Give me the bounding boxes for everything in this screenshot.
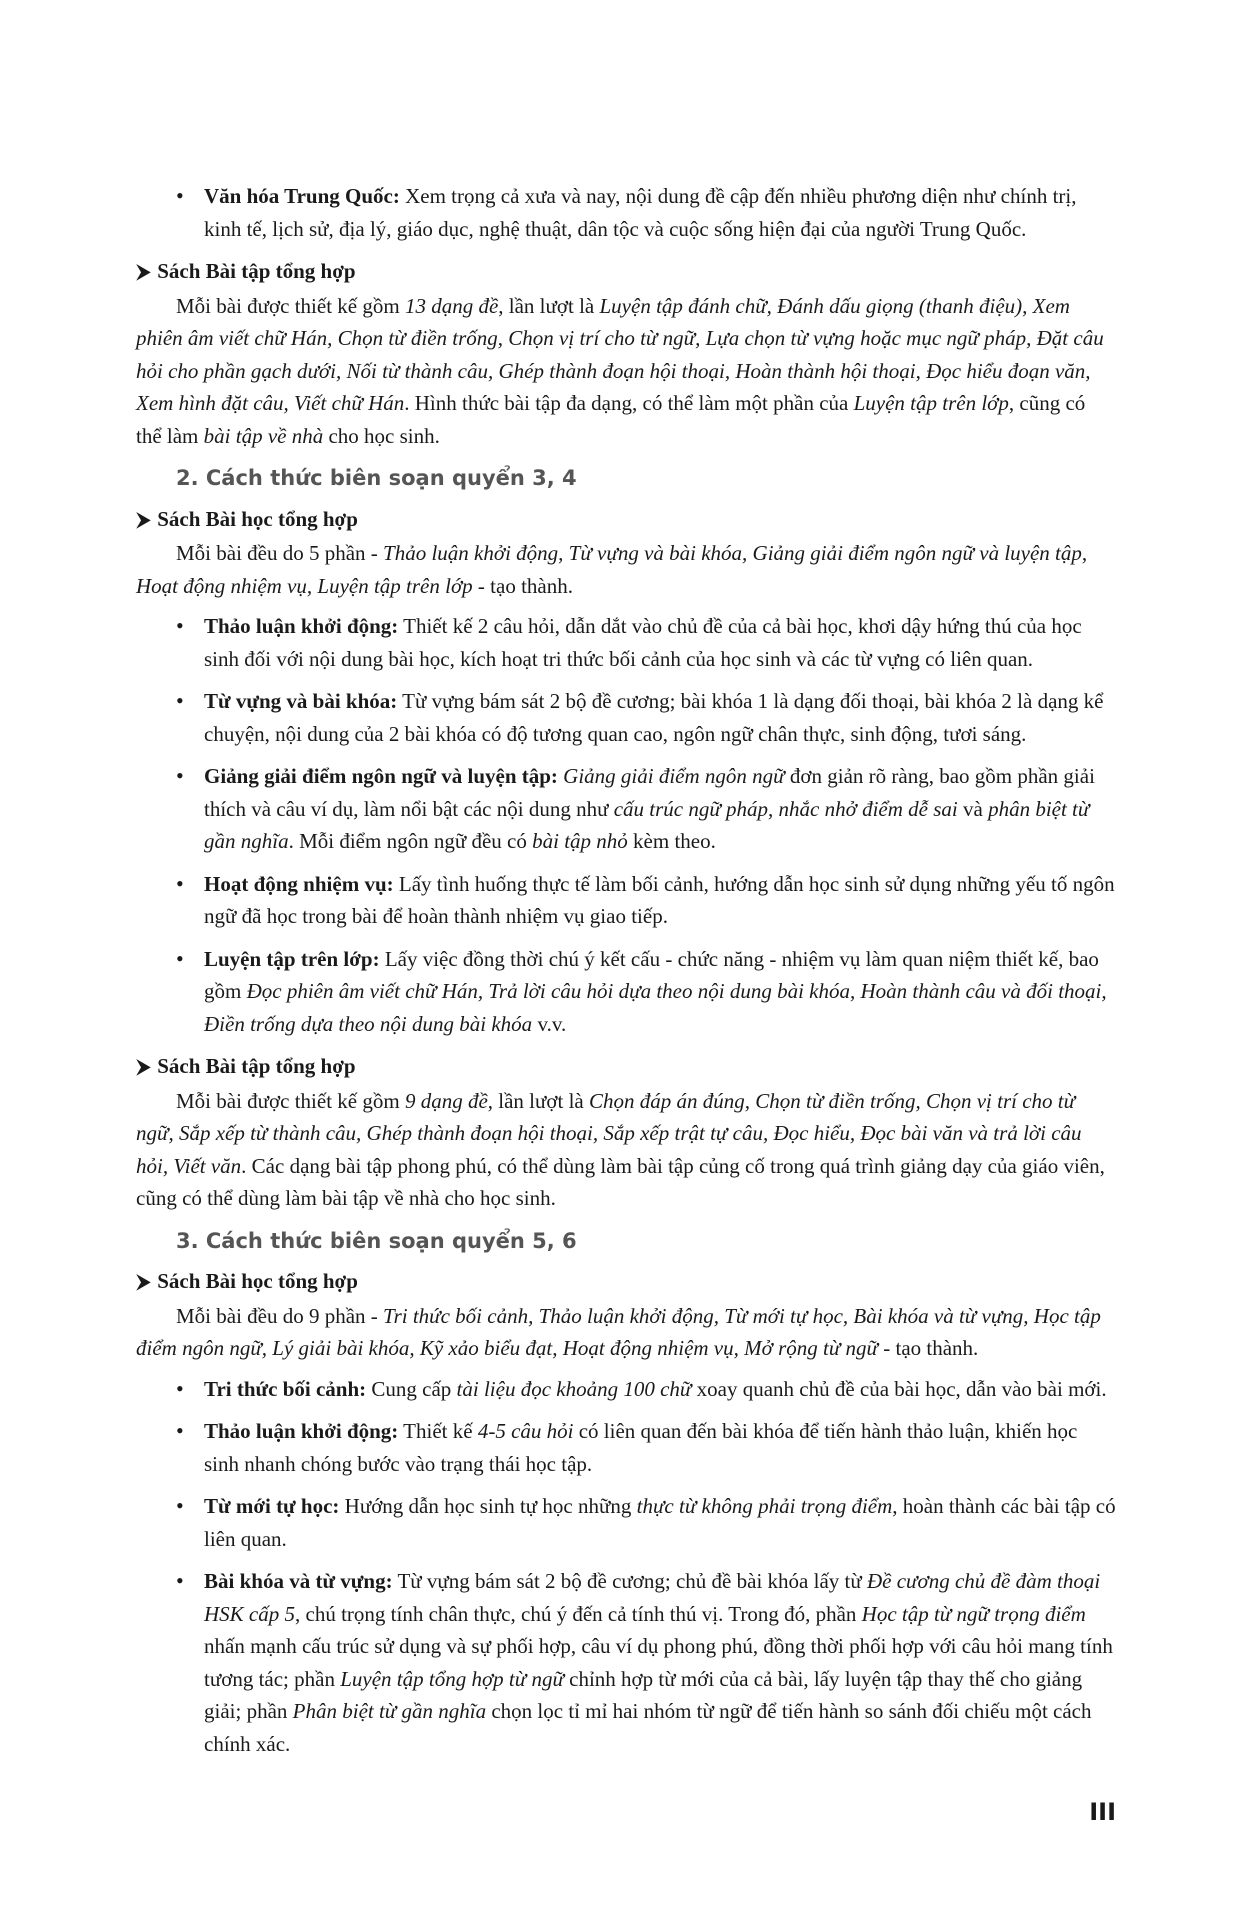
subheading-exercise-book-1: ⮞ Sách Bài tập tổng hợp	[136, 259, 356, 283]
bullet-class-practice: • Luyện tập trên lớp: Lấy việc đồng thời chú ý kết cấu - chức năng - nhiệm vụ làm quan niệm thiết kế, bao gồm Đọc phiên âm viết chữ Hán, Trả lời câu hỏi dựa theo nội dung bài khóa, Hoàn thành câu và đối thoại, Điền trống dựa theo nội dung bài khóa v.v.	[136, 943, 1116, 1041]
bullet-lead: Văn hóa Trung Quốc:	[204, 184, 400, 208]
paragraph-lesson-book-2: Mỗi bài đều do 5 phần - Thảo luận khởi động, Từ vựng và bài khóa, Giảng giải điểm ngôn ngữ và luyện tập, Hoạt động nhiệm vụ, Luyện tập trên lớp - tạo thành.	[136, 541, 1088, 598]
bullet-culture	[136, 180, 1116, 245]
subheading-exercise-book-2: ⮞ Sách Bài tập tổng hợp	[136, 1054, 356, 1078]
bullet-background: • Tri thức bối cảnh: Cung cấp tài liệu đọc khoảng 100 chữ xoay quanh chủ đề của bài học, dẫn vào bài mới.	[136, 1373, 1116, 1406]
paragraph-exercise-book-1: Mỗi bài được thiết kế gồm 13 dạng đề, lần lượt là Luyện tập đánh chữ, Đánh dấu giọng (thanh điệu), Xem phiên âm viết chữ Hán, Chọn từ điền trống, Chọn vị trí cho từ ngữ, Lựa chọn từ vựng hoặc mục ngữ pháp, Đặt câu hỏi cho phần gạch dưới, Nối từ thành câu, Ghép thành đoạn hội thoại, Hoàn thành hội thoại, Đọc hiểu đoạn văn, Xem hình đặt câu, Viết chữ Hán. Hình thức bài tập đa dạng, có thể làm một phần của Luyện tập trên lớp, cũng có thể làm bài tập về nhà cho học sinh.	[136, 293, 1104, 448]
paragraph-lesson-book-3: Mỗi bài đều do 9 phần - Tri thức bối cảnh, Thảo luận khởi động, Từ mới tự học, Bài khóa và từ vựng, Học tập điểm ngôn ngữ, Lý giải bài khóa, Kỹ xảo biểu đạt, Hoạt động nhiệm vụ, Mở rộng từ ngữ - tạo thành.	[136, 1303, 1101, 1360]
bullet-self-study: • Từ mới tự học: Hướng dẫn học sinh tự học những thực từ không phải trọng điểm, hoàn thành các bài tập có liên quan.	[136, 1490, 1116, 1555]
arrow-icon: ⮞	[136, 1054, 152, 1078]
arrow-icon: ⮞	[136, 506, 152, 531]
arrow-icon: ⮞	[136, 259, 152, 283]
bullet-vocab-text: • Từ vựng và bài khóa: Từ vựng bám sát 2 bộ đề cương; bài khóa 1 là dạng đối thoại, bài khóa 2 là dạng kể chuyện, nội dung của 2 bài khóa có độ tương quan cao, ngôn ngữ chân thực, sinh động, tươi sáng.	[136, 685, 1116, 750]
page-content	[136, 180, 1116, 1770]
bullet-language-points: • Giảng giải điểm ngôn ngữ và luyện tập: Giảng giải điểm ngôn ngữ đơn giản rõ ràng, bao gồm phần giải thích và câu ví dụ, làm nổi bật các nội dung như cấu trúc ngữ pháp, nhắc nhở điểm dễ sai và phân biệt từ gần nghĩa. Mỗi điểm ngôn ngữ đều có bài tập nhỏ kèm theo.	[136, 760, 1116, 858]
arrow-icon: ⮞	[136, 1269, 152, 1293]
subheading-lesson-book-3: ⮞ Sách Bài học tổng hợp	[136, 1269, 358, 1293]
page-number: III	[1089, 1798, 1116, 1826]
bullet-text: Xem trọng cả xưa và nay, nội dung đề cập đến nhiều phương diện như chính trị, kinh tế, lịch sử, địa lý, giáo dục, nghệ thuật, dân tộc và cuộc sống hiện đại của người Trung Quốc.	[204, 184, 1077, 241]
subheading-lesson-book-2: ⮞ Sách Bài học tổng hợp	[136, 506, 358, 531]
bullet-warmup-3: • Thảo luận khởi động: Thiết kế 4-5 câu hỏi có liên quan đến bài khóa để tiến hành thảo luận, khiến học sinh nhanh chóng bước vào trạng thái học tập.	[136, 1415, 1116, 1480]
bullet-text-vocab-3: • Bài khóa và từ vựng: Từ vựng bám sát 2 bộ đề cương; chủ đề bài khóa lấy từ Đề cương chủ đề đàm thoại HSK cấp 5, chú trọng tính chân thực, chú ý đến cả tính thú vị. Trong đó, phần Học tập từ ngữ trọng điểm nhấn mạnh cấu trúc sử dụng và sự phối hợp, câu ví dụ phong phú, đồng thời phối hợp với câu hỏi mang tính tương tác; phần Luyện tập tổng hợp từ ngữ chỉnh hợp từ mới của cả bài, lấy luyện tập thay thế cho giảng giải; phần Phân biệt từ gần nghĩa chọn lọc tỉ mỉ hai nhóm từ ngữ để tiến hành so sánh đối chiếu một cách chính xác.	[136, 1565, 1116, 1760]
bullet-warmup: • Thảo luận khởi động: Thiết kế 2 câu hỏi, dẫn dắt vào chủ đề của cả bài học, khơi dậy hứng thú của học sinh đối với nội dung bài học, kích hoạt tri thức bối cảnh của học sinh và các từ vựng có liên quan.	[136, 610, 1116, 675]
section-heading-3: 3. Cách thức biên soạn quyển 5, 6	[176, 1228, 577, 1253]
paragraph-exercise-book-2: Mỗi bài được thiết kế gồm 9 dạng đề, lần lượt là Chọn đáp án đúng, Chọn từ điền trống, Chọn vị trí cho từ ngữ, Sắp xếp từ thành câu, Ghép thành đoạn hội thoại, Sắp xếp trật tự câu, Đọc hiểu, Đọc bài văn và trả lời câu hỏi, Viết văn. Các dạng bài tập phong phú, có thể dùng làm bài tập củng cố trong quá trình giảng dạy của giáo viên, cũng có thể dùng làm bài tập về nhà cho học sinh.	[136, 1088, 1105, 1210]
section-heading-2: 2. Cách thức biên soạn quyển 3, 4	[176, 466, 577, 490]
bullet-task-activity: • Hoạt động nhiệm vụ: Lấy tình huống thực tế làm bối cảnh, hướng dẫn học sinh sử dụng những yếu tố ngôn ngữ đã học trong bài để hoàn thành nhiệm vụ giao tiếp.	[136, 868, 1116, 933]
